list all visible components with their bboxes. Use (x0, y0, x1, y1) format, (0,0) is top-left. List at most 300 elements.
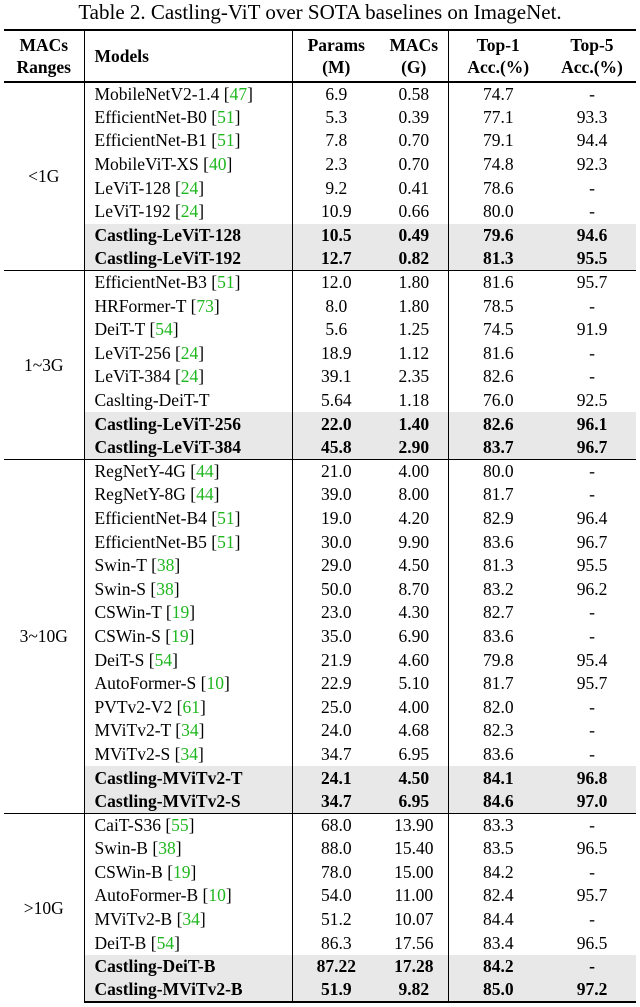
table-row (4, 979, 636, 1003)
header-macs: MACs (G) (380, 30, 448, 82)
model-name-cell: MobileViT-XS [40] (84, 153, 292, 177)
table-row (4, 931, 636, 955)
top1-cell: 82.4 (482, 885, 514, 906)
macs-range-label: <1G (4, 82, 84, 271)
citation-link[interactable]: 51 (217, 130, 235, 151)
params-cell: 51.9 (292, 979, 380, 1003)
top1-cell: 83.3 (448, 813, 548, 837)
top1-cell: 82.3 (482, 720, 514, 741)
model-name: HRFormer-T (94, 295, 187, 316)
model-name-cell: MobileNetV2-1.4 [47] (84, 82, 292, 106)
model-name: Swin-S (94, 578, 147, 599)
params-cell: 54.0 (320, 885, 352, 906)
model-name-cell: CSWin-B [19] (84, 861, 292, 885)
citation-link[interactable]: 19 (171, 625, 189, 646)
model-name: AutoFormer-B (94, 885, 199, 906)
model-name-cell: PVTv2-V2 [61] (84, 695, 292, 719)
macs-cell: 4.50 (380, 554, 448, 578)
params-cell: 5.6 (325, 319, 348, 340)
citation-link[interactable]: 73 (196, 295, 214, 316)
header-ranges: MACs Ranges (4, 30, 84, 82)
table-row (4, 766, 636, 790)
top5-cell: 97.2 (548, 979, 636, 1003)
table-row (4, 955, 636, 979)
top5-cell: - (589, 366, 595, 387)
top1-cell: 82.0 (482, 696, 514, 717)
model-name: EfficientNet-B1 (94, 130, 207, 151)
citation-link[interactable]: 44 (196, 461, 214, 482)
top1-cell: 74.5 (482, 319, 514, 340)
table-row (4, 884, 636, 908)
top1-cell: 81.3 (482, 555, 514, 576)
top1-cell: 84.2 (482, 861, 514, 882)
params-cell: 10.9 (320, 201, 352, 222)
params-cell: 51.2 (320, 909, 352, 930)
top1-cell: 77.1 (482, 106, 514, 127)
top5-cell: 96.7 (548, 436, 636, 460)
macs-cell: 1.12 (380, 342, 448, 366)
table-row (4, 861, 636, 885)
table-row (4, 577, 636, 601)
top1-cell: 83.2 (482, 578, 514, 599)
model-name: CSWin-T (94, 602, 162, 623)
model-name: Swin-T (94, 555, 147, 576)
macs-cell: 1.80 (380, 271, 448, 295)
model-name-cell: RegNetY-8G [44] (84, 483, 292, 507)
top5-cell: 95.5 (548, 247, 636, 271)
model-name: Castling-MViTv2-B (94, 979, 243, 1000)
params-cell: 22.9 (320, 673, 352, 694)
macs-cell: 1.40 (380, 412, 448, 436)
model-name-cell: EfficientNet-B5 [51] (84, 530, 292, 554)
top5-cell: 95.4 (576, 649, 608, 670)
macs-cell: 0.49 (380, 224, 448, 248)
table-body (4, 82, 636, 1002)
model-name: PVTv2-V2 (94, 696, 173, 717)
top5-cell: 92.3 (576, 154, 608, 175)
table-row (4, 507, 636, 531)
table-row (4, 365, 636, 389)
citation-link[interactable]: 38 (156, 555, 175, 576)
params-cell: 6.9 (325, 83, 348, 104)
citation-link[interactable]: 61 (182, 696, 200, 717)
macs-cell: 1.80 (380, 294, 448, 318)
top5-cell: 94.4 (576, 130, 608, 151)
macs-cell: 15.40 (380, 837, 448, 861)
macs-cell: 9.82 (380, 979, 448, 1003)
model-name-cell: CaiT-S36 [55] (84, 813, 292, 837)
params-cell: 35.0 (320, 625, 352, 646)
table-row (4, 224, 636, 248)
macs-cell: 15.00 (380, 861, 448, 885)
citation-link[interactable]: 24 (180, 342, 199, 363)
citation-link[interactable]: 38 (156, 578, 174, 599)
model-name-cell (84, 247, 292, 271)
params-cell: 19.0 (320, 507, 352, 528)
macs-cell: 4.50 (380, 766, 448, 790)
citation-link[interactable]: 55 (171, 814, 189, 835)
top5-cell: 91.9 (576, 319, 608, 340)
top5-cell: 95.7 (548, 271, 636, 295)
citation-link[interactable]: 54 (154, 649, 173, 670)
params-cell: 18.9 (320, 342, 352, 363)
top5-cell: 95.5 (576, 555, 608, 576)
model-name-cell: LeViT-384 [24] (84, 365, 292, 389)
params-cell: 24.0 (320, 720, 352, 741)
top5-cell: - (548, 460, 636, 484)
citation-link[interactable]: 34 (182, 909, 200, 930)
macs-cell: 4.20 (380, 507, 448, 531)
params-cell: 9.2 (325, 177, 348, 198)
model-name-cell (84, 412, 292, 436)
model-name: Castling-LeViT-384 (94, 436, 241, 457)
citation-link[interactable]: 19 (171, 602, 190, 623)
params-cell: 12.7 (292, 247, 380, 271)
top5-cell: - (589, 909, 595, 930)
model-name: EfficientNet-B0 (94, 106, 207, 127)
citation-link[interactable]: 47 (229, 83, 248, 104)
citation-link[interactable]: 10 (206, 673, 224, 694)
macs-cell: 4.00 (380, 460, 448, 484)
header-top5: Top-5 Acc.(%) (548, 30, 636, 82)
table-row (4, 813, 636, 837)
model-name: DeiT-B (94, 932, 147, 953)
model-name: CSWin-S (94, 625, 161, 646)
top1-cell: 82.7 (482, 602, 514, 623)
params-cell: 25.0 (320, 696, 352, 717)
params-cell: 21.0 (292, 460, 380, 484)
model-name: Castling-MViTv2-S (94, 790, 241, 811)
model-name-cell (84, 766, 292, 790)
table-row (4, 247, 636, 271)
citation-link[interactable]: 40 (209, 154, 227, 175)
model-name-cell: RegNetY-4G [44] (84, 460, 292, 484)
top5-cell: 96.7 (576, 531, 608, 552)
top5-cell: 96.4 (576, 507, 608, 528)
macs-cell: 9.90 (380, 530, 448, 554)
top5-cell: 96.2 (576, 578, 608, 599)
top5-cell: - (589, 83, 595, 104)
model-name-cell (84, 955, 292, 979)
top1-cell: 82.6 (482, 366, 514, 387)
model-name-cell: CSWin-S [19] (84, 625, 292, 649)
top1-cell: 85.0 (448, 979, 548, 1003)
top1-cell: 82.6 (448, 412, 548, 436)
model-name: LeViT-128 (94, 177, 171, 198)
citation-link[interactable]: 24 (180, 366, 199, 387)
table-row (4, 271, 636, 295)
citation-link[interactable]: 24 (180, 177, 199, 198)
table-row (4, 601, 636, 625)
top1-cell: 78.6 (482, 177, 514, 198)
table-row (4, 648, 636, 672)
top1-cell: 76.0 (482, 390, 514, 411)
citation-link[interactable]: 38 (158, 838, 176, 859)
model-name: EfficientNet-B4 (94, 507, 207, 528)
params-cell: 7.8 (325, 130, 348, 151)
model-name: MobileNetV2-1.4 (94, 83, 220, 104)
top1-cell: 83.4 (482, 932, 514, 953)
params-cell: 10.5 (292, 224, 380, 248)
model-name-cell: DeiT-T [54] (84, 318, 292, 342)
model-name: Castling-LeViT-128 (94, 224, 241, 245)
top5-cell: - (589, 602, 595, 623)
params-cell: 5.64 (320, 390, 352, 411)
model-name: MViTv2-T (94, 720, 171, 741)
top1-cell: 78.5 (482, 295, 514, 316)
top1-cell: 84.4 (482, 909, 514, 930)
params-cell: 50.0 (320, 578, 352, 599)
model-name: DeiT-S (94, 649, 145, 670)
model-name-cell: DeiT-S [54] (84, 648, 292, 672)
model-name-cell: MViTv2-T [34] (84, 719, 292, 743)
top5-cell: - (589, 696, 595, 717)
model-name-cell: EfficientNet-B1 [51] (84, 129, 292, 153)
model-name: Castling-LeViT-192 (94, 248, 241, 269)
macs-cell: 17.28 (380, 955, 448, 979)
table-row (4, 318, 636, 342)
citation-link[interactable]: 24 (180, 201, 199, 222)
model-name-cell: Swin-S [38] (84, 577, 292, 601)
top1-cell: 81.3 (448, 247, 548, 271)
macs-cell: 4.68 (380, 719, 448, 743)
model-name-cell: Swin-B [38] (84, 837, 292, 861)
table-row (4, 460, 636, 484)
table-row (4, 790, 636, 814)
model-name-cell: LeViT-128 [24] (84, 176, 292, 200)
top5-cell: - (589, 625, 595, 646)
table-row (4, 176, 636, 200)
macs-range-label: 1~3G (4, 271, 84, 460)
macs-cell: 8.70 (380, 577, 448, 601)
model-name: EfficientNet-B5 (94, 531, 207, 552)
citation-link[interactable]: 51 (217, 272, 235, 293)
table-row (4, 837, 636, 861)
table-row (4, 695, 636, 719)
top1-cell: 84.1 (448, 766, 548, 790)
citation-link[interactable]: 54 (156, 932, 175, 953)
citation-link[interactable]: 34 (180, 743, 198, 764)
macs-cell: 13.90 (380, 813, 448, 837)
model-name: LeViT-192 (94, 201, 171, 222)
top5-cell: - (589, 484, 595, 505)
macs-cell: 0.41 (380, 176, 448, 200)
macs-cell: 0.58 (380, 82, 448, 106)
model-name-cell: CSWin-T [19] (84, 601, 292, 625)
model-name-cell: EfficientNet-B4 [51] (84, 507, 292, 531)
top1-cell: 83.6 (482, 743, 514, 764)
top5-cell: 96.5 (576, 932, 608, 953)
table-row (4, 719, 636, 743)
macs-cell: 2.90 (380, 436, 448, 460)
macs-cell: 4.30 (380, 601, 448, 625)
macs-cell: 1.25 (380, 318, 448, 342)
top1-cell: 79.8 (482, 649, 514, 670)
params-cell: 39.1 (320, 366, 352, 387)
header-models: Models (84, 30, 292, 82)
citation-link[interactable]: 34 (181, 720, 199, 741)
model-name: MobileViT-XS (94, 154, 199, 175)
model-name: RegNetY-8G (94, 484, 186, 505)
top5-cell: - (589, 342, 595, 363)
macs-cell: 11.00 (380, 884, 448, 908)
table-row (4, 389, 636, 413)
macs-cell: 10.07 (380, 908, 448, 932)
table-row (4, 82, 636, 106)
citation-link[interactable]: 19 (173, 861, 191, 882)
params-cell: 22.0 (292, 412, 380, 436)
citation-link[interactable]: 51 (217, 106, 235, 127)
top5-cell: 94.6 (548, 224, 636, 248)
top5-cell: - (589, 861, 595, 882)
citation-link[interactable]: 10 (208, 885, 226, 906)
model-name: AutoFormer-S (94, 673, 197, 694)
model-name-cell: Swin-T [38] (84, 554, 292, 578)
model-name: CSWin-B (94, 861, 163, 882)
model-name: MViTv2-S (94, 743, 171, 764)
top1-cell: 80.0 (482, 201, 514, 222)
macs-cell: 6.95 (380, 790, 448, 814)
table-row (4, 908, 636, 932)
citation-link[interactable]: 54 (155, 319, 173, 340)
macs-cell: 0.39 (380, 106, 448, 130)
citation-link[interactable]: 51 (217, 531, 235, 552)
params-cell: 5.3 (325, 106, 348, 127)
params-cell: 30.0 (320, 531, 352, 552)
model-name-cell: MViTv2-B [34] (84, 908, 292, 932)
top5-cell: - (548, 955, 636, 979)
top1-cell: 83.5 (482, 838, 514, 859)
model-name-cell: HRFormer-T [73] (84, 294, 292, 318)
model-name-cell: EfficientNet-B0 [51] (84, 106, 292, 130)
model-name-cell: LeViT-256 [24] (84, 342, 292, 366)
table-row (4, 625, 636, 649)
top5-cell: - (589, 295, 595, 316)
top1-cell: 81.7 (482, 673, 514, 694)
params-cell: 34.7 (320, 743, 352, 764)
macs-cell: 0.70 (380, 153, 448, 177)
top1-cell: 82.9 (482, 507, 514, 528)
macs-cell: 0.66 (380, 200, 448, 224)
params-cell: 24.1 (292, 766, 380, 790)
table-row (4, 294, 636, 318)
top1-cell: 81.6 (448, 271, 548, 295)
top5-cell: 96.5 (576, 838, 608, 859)
table-row (4, 530, 636, 554)
table-row (4, 342, 636, 366)
model-name: Caslting-DeiT-T (94, 390, 210, 411)
model-name-cell (84, 790, 292, 814)
top1-cell: 83.6 (482, 531, 514, 552)
top1-cell: 80.0 (448, 460, 548, 484)
macs-cell: 0.70 (380, 129, 448, 153)
model-name: LeViT-256 (94, 342, 171, 363)
macs-cell: 0.82 (380, 247, 448, 271)
table-row (4, 436, 636, 460)
macs-cell: 4.60 (380, 648, 448, 672)
top5-cell: - (589, 743, 595, 764)
model-name-cell: MViTv2-S [34] (84, 743, 292, 767)
top1-cell: 74.7 (482, 83, 514, 104)
params-cell: 29.0 (320, 555, 352, 576)
macs-cell: 1.18 (380, 389, 448, 413)
model-name: MViTv2-B (94, 909, 173, 930)
macs-cell: 2.35 (380, 365, 448, 389)
macs-cell: 8.00 (380, 483, 448, 507)
top5-cell: 96.8 (548, 766, 636, 790)
model-name-cell: DeiT-B [54] (84, 931, 292, 955)
table-caption: Table 2. Castling-ViT over SOTA baselines on ImageNet. (78, 0, 562, 24)
model-name: LeViT-384 (94, 366, 171, 387)
citation-link[interactable]: 44 (196, 484, 214, 505)
table-row (4, 106, 636, 130)
params-cell: 34.7 (292, 790, 380, 814)
header-params: Params (M) (292, 30, 380, 82)
macs-range-label: >10G (4, 813, 84, 1002)
params-cell: 45.8 (292, 436, 380, 460)
table-row (4, 200, 636, 224)
params-cell: 68.0 (292, 813, 380, 837)
macs-cell: 5.10 (380, 672, 448, 696)
top5-cell: - (589, 720, 595, 741)
model-name: RegNetY-4G (94, 461, 186, 482)
top5-cell: - (589, 177, 595, 198)
top1-cell: 74.8 (482, 154, 514, 175)
table-row (4, 412, 636, 436)
table-row (4, 129, 636, 153)
macs-cell: 17.56 (380, 931, 448, 955)
model-name-cell (84, 389, 292, 413)
params-cell: 21.9 (320, 649, 352, 670)
model-name: Castling-LeViT-256 (94, 413, 241, 434)
top5-cell: 97.0 (548, 790, 636, 814)
top5-cell: 96.1 (548, 412, 636, 436)
params-cell: 88.0 (320, 838, 352, 859)
macs-cell: 6.90 (380, 625, 448, 649)
params-cell: 2.3 (325, 154, 348, 175)
top1-cell: 79.6 (448, 224, 548, 248)
model-name: Swin-B (94, 838, 148, 859)
params-cell: 87.22 (292, 955, 380, 979)
model-name-cell (84, 436, 292, 460)
header-top1: Top-1 Acc.(%) (448, 30, 548, 82)
top5-cell: 93.3 (576, 106, 608, 127)
top5-cell: - (548, 813, 636, 837)
table-row (4, 554, 636, 578)
model-name-cell: LeViT-192 [24] (84, 200, 292, 224)
results-table (4, 29, 636, 1003)
model-name-cell: AutoFormer-B [10] (84, 884, 292, 908)
top1-cell: 81.6 (482, 342, 514, 363)
params-cell: 78.0 (320, 861, 352, 882)
top5-cell: 95.7 (576, 885, 608, 906)
table-row (4, 672, 636, 696)
model-name-cell: EfficientNet-B3 [51] (84, 271, 292, 295)
table-row (4, 483, 636, 507)
params-cell: 12.0 (292, 271, 380, 295)
model-name: Castling-MViTv2-T (94, 767, 243, 788)
top5-cell: - (589, 201, 595, 222)
params-cell: 86.3 (320, 932, 352, 953)
citation-link[interactable]: 51 (217, 507, 235, 528)
model-name-cell (84, 224, 292, 248)
model-name-cell (84, 979, 292, 1003)
model-name: Castling-DeiT-B (94, 956, 216, 977)
macs-cell: 6.95 (380, 743, 448, 767)
table-row (4, 153, 636, 177)
params-cell: 8.0 (325, 295, 348, 316)
model-name-cell: AutoFormer-S [10] (84, 672, 292, 696)
